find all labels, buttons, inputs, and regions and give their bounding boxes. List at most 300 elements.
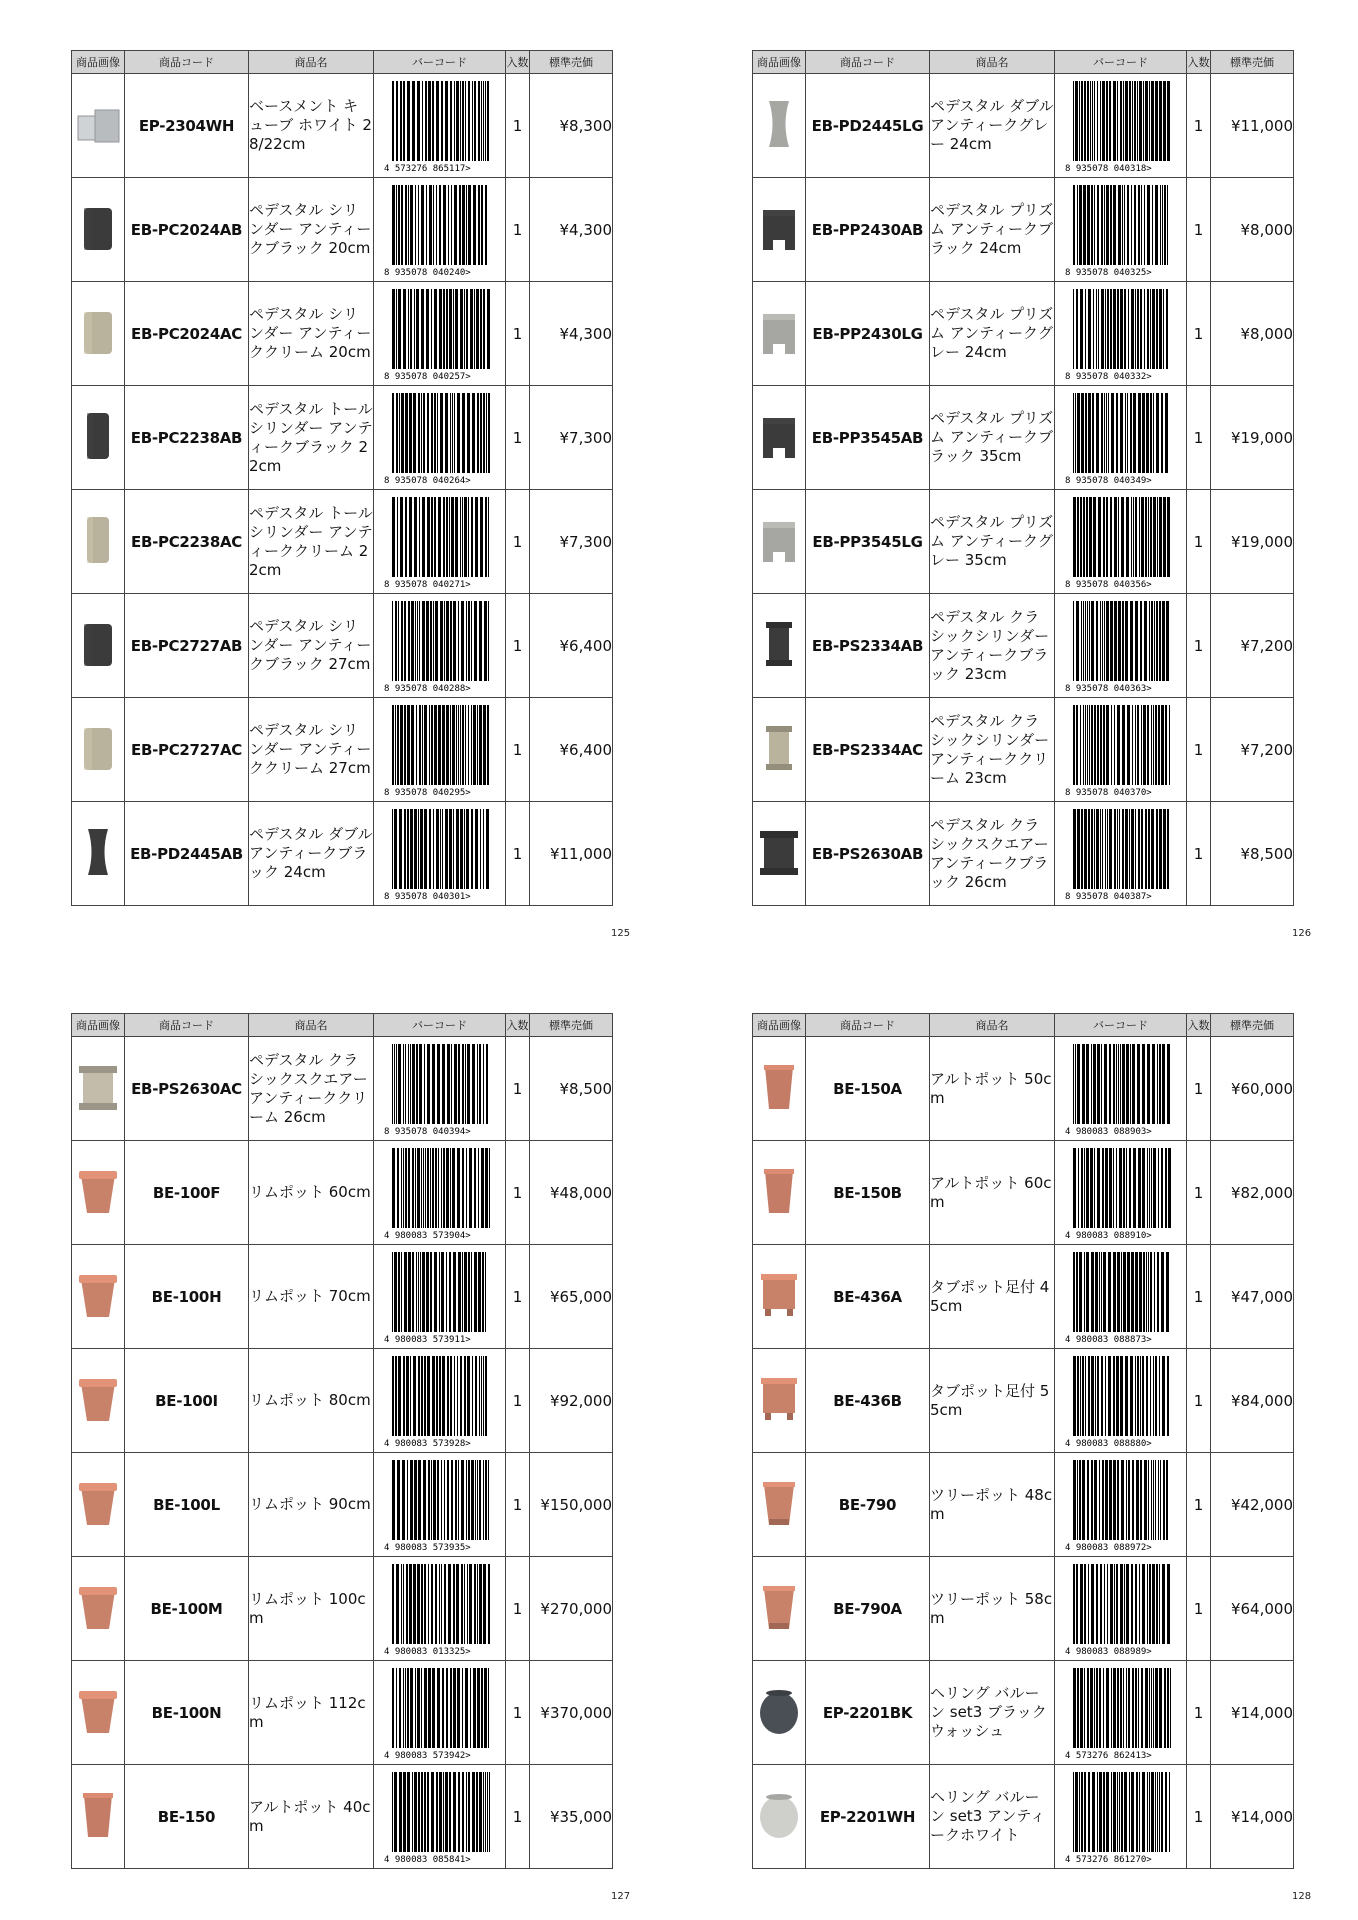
product-image: [753, 74, 806, 178]
price: ¥7,300: [530, 490, 613, 594]
barcode-icon: [374, 1770, 505, 1864]
product-row: [72, 178, 613, 282]
product-image: [753, 802, 806, 906]
page-number: 128: [1292, 1891, 1312, 1902]
product-row: [753, 802, 1294, 906]
barcode: [374, 1557, 506, 1661]
product-code: BE-100F: [125, 1141, 249, 1245]
product-name: ペデスタル トールシリンダー アンティーククリーム 22cm: [249, 490, 374, 594]
product-image: [72, 1661, 125, 1765]
svg-text:8 935078 040332>: 8 935078 040332>: [1064, 371, 1152, 381]
product-row: [753, 178, 1294, 282]
product-name: ヘリング バルーン set3 アンティークホワイト: [930, 1765, 1055, 1869]
price: ¥60,000: [1211, 1037, 1294, 1141]
header-barcode: バーコード: [1055, 1014, 1187, 1037]
svg-text:4 980083 088903>: 4 980083 088903>: [1064, 1126, 1152, 1136]
price: ¥6,400: [530, 698, 613, 802]
cylinder-icon: [75, 722, 121, 778]
product-name: ペデスタル シリンダー アンティークブラック 27cm: [249, 594, 374, 698]
alto-pot-icon: [75, 1789, 121, 1845]
product-name: ツリーポット 48cm: [930, 1453, 1055, 1557]
product-row: [753, 1349, 1294, 1453]
svg-text:8 935078 040356>: 8 935078 040356>: [1064, 579, 1152, 589]
header-price: 標準売価: [530, 1014, 613, 1037]
product-row: [753, 1453, 1294, 1557]
header-code: 商品コード: [125, 51, 249, 74]
svg-text:4 980083 573935>: 4 980083 573935>: [383, 1542, 471, 1552]
header-code: 商品コード: [125, 1014, 249, 1037]
product-name: ペデスタル シリンダー アンティーククリーム 20cm: [249, 282, 374, 386]
barcode: [1055, 1141, 1187, 1245]
barcode-icon: [374, 703, 505, 797]
product-row: [753, 1245, 1294, 1349]
prism-icon: [756, 514, 802, 570]
product-image: [72, 1557, 125, 1661]
product-row: [753, 282, 1294, 386]
tall-cylinder-icon: [75, 410, 121, 466]
product-name: リムポット 80cm: [249, 1349, 374, 1453]
price: ¥370,000: [530, 1661, 613, 1765]
tree-pot-icon: [756, 1581, 802, 1637]
price: ¥42,000: [1211, 1453, 1294, 1557]
product-code: EB-PS2334AB: [806, 594, 930, 698]
product-code: BE-150: [125, 1765, 249, 1869]
product-row: [72, 1557, 613, 1661]
product-row: [72, 1349, 613, 1453]
product-image: [753, 1141, 806, 1245]
barcode-icon: [1055, 1458, 1186, 1552]
product-row: [72, 1661, 613, 1765]
product-image: [72, 178, 125, 282]
barcode-icon: [374, 1354, 505, 1448]
price: ¥64,000: [1211, 1557, 1294, 1661]
header-qty: 入数: [1187, 1014, 1211, 1037]
product-name: タブポット足付 45cm: [930, 1245, 1055, 1349]
price: ¥6,400: [530, 594, 613, 698]
product-row: [753, 698, 1294, 802]
barcode: [1055, 74, 1187, 178]
svg-text:8 935078 040363>: 8 935078 040363>: [1064, 683, 1152, 693]
quantity: 1: [1187, 698, 1211, 802]
barcode-icon: [1055, 287, 1186, 381]
barcode-icon: [374, 1562, 505, 1656]
product-row: [72, 1245, 613, 1349]
product-name: ペデスタル プリズム アンティークブラック 24cm: [930, 178, 1055, 282]
price: ¥92,000: [530, 1349, 613, 1453]
barcode: [374, 1453, 506, 1557]
svg-text:8 935078 040370>: 8 935078 040370>: [1064, 787, 1152, 797]
product-table: [752, 50, 1294, 906]
classic-cylinder-icon: [756, 722, 802, 778]
prism-icon: [756, 306, 802, 362]
barcode: [1055, 1765, 1187, 1869]
quantity: 1: [1187, 802, 1211, 906]
product-code: EP-2201WH: [806, 1765, 930, 1869]
barcode-icon: [1055, 599, 1186, 693]
product-code: EB-PS2334AC: [806, 698, 930, 802]
product-row: [753, 1141, 1294, 1245]
product-name: ベースメント キューブ ホワイト 28/22cm: [249, 74, 374, 178]
product-name: ペデスタル プリズム アンティークグレー 24cm: [930, 282, 1055, 386]
rim-pot-icon: [75, 1373, 121, 1429]
header-name: 商品名: [249, 1014, 374, 1037]
quantity: 1: [506, 282, 530, 386]
barcode-icon: [374, 1666, 505, 1760]
svg-text:4 980083 088873>: 4 980083 088873>: [1064, 1334, 1152, 1344]
product-code: BE-100N: [125, 1661, 249, 1765]
product-code: EB-PS2630AC: [125, 1037, 249, 1141]
price: ¥8,300: [530, 74, 613, 178]
header-qty: 入数: [506, 1014, 530, 1037]
header-name: 商品名: [930, 1014, 1055, 1037]
quantity: 1: [506, 802, 530, 906]
svg-text:4 980083 088972>: 4 980083 088972>: [1064, 1542, 1152, 1552]
svg-text:4 980083 088989>: 4 980083 088989>: [1064, 1646, 1152, 1656]
barcode: [374, 1765, 506, 1869]
product-table: [71, 1013, 613, 1869]
barcode: [374, 282, 506, 386]
product-image: [72, 282, 125, 386]
cylinder-icon: [75, 202, 121, 258]
header-code: 商品コード: [806, 1014, 930, 1037]
svg-text:8 935078 040387>: 8 935078 040387>: [1064, 891, 1152, 901]
barcode: [1055, 178, 1187, 282]
page-number: 127: [611, 1891, 631, 1902]
svg-text:8 935078 040325>: 8 935078 040325>: [1064, 267, 1152, 277]
quantity: 1: [1187, 490, 1211, 594]
price: ¥7,200: [1211, 594, 1294, 698]
product-row: [72, 594, 613, 698]
product-image: [72, 490, 125, 594]
price: ¥35,000: [530, 1765, 613, 1869]
quantity: 1: [1187, 594, 1211, 698]
product-row: [753, 1765, 1294, 1869]
barcode-icon: [1055, 1250, 1186, 1344]
product-row: [753, 1557, 1294, 1661]
product-image: [753, 1453, 806, 1557]
barcode: [1055, 698, 1187, 802]
tall-cylinder-icon: [75, 514, 121, 570]
svg-text:8 935078 040271>: 8 935078 040271>: [383, 579, 471, 589]
product-image: [753, 490, 806, 594]
tree-pot-icon: [756, 1477, 802, 1533]
header-price: 標準売価: [1211, 51, 1294, 74]
svg-text:8 935078 040349>: 8 935078 040349>: [1064, 475, 1152, 485]
svg-text:4 573276 865117>: 4 573276 865117>: [383, 163, 471, 173]
header-barcode: バーコード: [374, 51, 506, 74]
product-image: [72, 698, 125, 802]
price: ¥8,000: [1211, 178, 1294, 282]
product-row: [753, 74, 1294, 178]
product-image: [753, 1557, 806, 1661]
header-price: 標準売価: [1211, 1014, 1294, 1037]
barcode-icon: [1055, 495, 1186, 589]
svg-text:8 935078 040288>: 8 935078 040288>: [383, 683, 471, 693]
barcode: [374, 178, 506, 282]
barcode-icon: [1055, 1354, 1186, 1448]
header-barcode: バーコード: [374, 1014, 506, 1037]
header-qty: 入数: [1187, 51, 1211, 74]
product-name: アルトポット 40cm: [249, 1765, 374, 1869]
quantity: 1: [506, 74, 530, 178]
product-image: [753, 698, 806, 802]
barcode: [374, 386, 506, 490]
table-header-row: [72, 51, 613, 74]
product-image: [72, 1245, 125, 1349]
barcode: [374, 490, 506, 594]
product-image: [72, 74, 125, 178]
product-table: [752, 1013, 1294, 1869]
product-code: BE-150B: [806, 1141, 930, 1245]
barcode: [374, 74, 506, 178]
product-code: EB-PC2727AC: [125, 698, 249, 802]
product-code: BE-790A: [806, 1557, 930, 1661]
product-row: [753, 594, 1294, 698]
quantity: 1: [506, 698, 530, 802]
header-price: 標準売価: [530, 51, 613, 74]
product-name: ペデスタル シリンダー アンティーククリーム 27cm: [249, 698, 374, 802]
product-row: [72, 490, 613, 594]
product-image: [72, 1141, 125, 1245]
product-image: [753, 1037, 806, 1141]
quantity: 1: [506, 594, 530, 698]
barcode-icon: [374, 79, 505, 173]
cylinder-icon: [75, 306, 121, 362]
quantity: 1: [1187, 1661, 1211, 1765]
barcode-icon: [1055, 183, 1186, 277]
header-code: 商品コード: [806, 51, 930, 74]
svg-text:4 980083 088880>: 4 980083 088880>: [1064, 1438, 1152, 1448]
quantity: 1: [1187, 1245, 1211, 1349]
table-header-row: [72, 1014, 613, 1037]
barcode: [374, 594, 506, 698]
svg-text:4 573276 861270>: 4 573276 861270>: [1064, 1854, 1152, 1864]
product-row: [753, 1037, 1294, 1141]
classic-cylinder-icon: [756, 618, 802, 674]
quantity: 1: [506, 1037, 530, 1141]
classic-square-icon: [756, 826, 802, 882]
product-name: ペデスタル トールシリンダー アンティークブラック 22cm: [249, 386, 374, 490]
product-table: [71, 50, 613, 906]
svg-text:8 935078 040240>: 8 935078 040240>: [383, 267, 471, 277]
svg-text:8 935078 040318>: 8 935078 040318>: [1064, 163, 1152, 173]
price: ¥19,000: [1211, 490, 1294, 594]
price: ¥8,000: [1211, 282, 1294, 386]
product-name: リムポット 112cm: [249, 1661, 374, 1765]
price: ¥8,500: [1211, 802, 1294, 906]
product-name: ペデスタル プリズム アンティークブラック 35cm: [930, 386, 1055, 490]
catalog-page-127: [71, 1013, 612, 1869]
product-row: [753, 1661, 1294, 1765]
barcode-icon: [374, 495, 505, 589]
barcode: [1055, 386, 1187, 490]
price: ¥47,000: [1211, 1245, 1294, 1349]
barcode: [1055, 1661, 1187, 1765]
product-name: タブポット足付 55cm: [930, 1349, 1055, 1453]
price: ¥82,000: [1211, 1141, 1294, 1245]
product-image: [72, 802, 125, 906]
product-name: リムポット 70cm: [249, 1245, 374, 1349]
product-row: [72, 1765, 613, 1869]
barcode-icon: [374, 1146, 505, 1240]
header-image: 商品画像: [753, 51, 806, 74]
product-image: [72, 1765, 125, 1869]
quantity: 1: [506, 1349, 530, 1453]
cube-pair-icon: [75, 98, 121, 154]
tub-pot-icon: [756, 1269, 802, 1325]
price: ¥7,300: [530, 386, 613, 490]
product-code: EB-PP3545AB: [806, 386, 930, 490]
quantity: 1: [506, 1141, 530, 1245]
product-code: EP-2304WH: [125, 74, 249, 178]
header-image: 商品画像: [753, 1014, 806, 1037]
barcode-icon: [374, 807, 505, 901]
quantity: 1: [1187, 1141, 1211, 1245]
catalog-page-125: [71, 50, 612, 906]
product-name: リムポット 60cm: [249, 1141, 374, 1245]
product-code: EB-PC2024AB: [125, 178, 249, 282]
barcode: [374, 1141, 506, 1245]
quantity: 1: [506, 178, 530, 282]
product-image: [72, 1453, 125, 1557]
svg-text:4 980083 573911>: 4 980083 573911>: [383, 1334, 471, 1344]
hourglass-icon: [75, 826, 121, 882]
price: ¥270,000: [530, 1557, 613, 1661]
alto-pot-icon: [756, 1165, 802, 1221]
barcode: [1055, 1557, 1187, 1661]
barcode-icon: [374, 1250, 505, 1344]
barcode-icon: [374, 183, 505, 277]
classic-square-icon: [75, 1061, 121, 1117]
balloon-icon: [756, 1789, 802, 1845]
price: ¥11,000: [1211, 74, 1294, 178]
price: ¥14,000: [1211, 1765, 1294, 1869]
price: ¥11,000: [530, 802, 613, 906]
quantity: 1: [1187, 1453, 1211, 1557]
barcode: [1055, 1037, 1187, 1141]
barcode: [374, 1037, 506, 1141]
quantity: 1: [1187, 282, 1211, 386]
barcode: [374, 698, 506, 802]
quantity: 1: [1187, 1037, 1211, 1141]
quantity: 1: [506, 1453, 530, 1557]
product-image: [72, 1349, 125, 1453]
header-barcode: バーコード: [1055, 51, 1187, 74]
cylinder-icon: [75, 618, 121, 674]
product-name: リムポット 90cm: [249, 1453, 374, 1557]
product-code: EB-PC2238AB: [125, 386, 249, 490]
product-name: リムポット 100cm: [249, 1557, 374, 1661]
barcode: [1055, 1453, 1187, 1557]
table-header-row: [753, 51, 1294, 74]
quantity: 1: [506, 1245, 530, 1349]
quantity: 1: [1187, 178, 1211, 282]
barcode: [374, 1661, 506, 1765]
quantity: 1: [1187, 1765, 1211, 1869]
product-row: [72, 74, 613, 178]
product-name: アルトポット 60cm: [930, 1141, 1055, 1245]
barcode-icon: [1055, 1770, 1186, 1864]
product-code: EB-PC2238AC: [125, 490, 249, 594]
product-image: [753, 1245, 806, 1349]
product-name: ツリーポット 58cm: [930, 1557, 1055, 1661]
quantity: 1: [1187, 1557, 1211, 1661]
product-name: ペデスタル クラシックシリンダー アンティークブラック 23cm: [930, 594, 1055, 698]
product-code: EB-PC2727AB: [125, 594, 249, 698]
price: ¥65,000: [530, 1245, 613, 1349]
prism-icon: [756, 410, 802, 466]
product-code: EB-PP2430AB: [806, 178, 930, 282]
product-image: [72, 386, 125, 490]
barcode: [1055, 282, 1187, 386]
product-code: EB-PD2445AB: [125, 802, 249, 906]
price: ¥7,200: [1211, 698, 1294, 802]
table-header-row: [753, 1014, 1294, 1037]
barcode: [1055, 802, 1187, 906]
barcode: [374, 1349, 506, 1453]
svg-text:8 935078 040394>: 8 935078 040394>: [383, 1126, 471, 1136]
hourglass-icon: [756, 98, 802, 154]
quantity: 1: [1187, 1349, 1211, 1453]
header-image: 商品画像: [72, 1014, 125, 1037]
barcode-icon: [1055, 391, 1186, 485]
rim-pot-icon: [75, 1581, 121, 1637]
quantity: 1: [1187, 74, 1211, 178]
product-code: BE-436B: [806, 1349, 930, 1453]
page-number: 126: [1292, 928, 1312, 939]
quantity: 1: [506, 490, 530, 594]
price: ¥150,000: [530, 1453, 613, 1557]
product-code: EB-PP2430LG: [806, 282, 930, 386]
barcode: [374, 802, 506, 906]
product-row: [72, 802, 613, 906]
product-image: [753, 386, 806, 490]
rim-pot-icon: [75, 1685, 121, 1741]
product-row: [753, 386, 1294, 490]
svg-text:8 935078 040295>: 8 935078 040295>: [383, 787, 471, 797]
product-name: ペデスタル シリンダー アンティークブラック 20cm: [249, 178, 374, 282]
barcode-icon: [1055, 79, 1186, 173]
product-name: ペデスタル ダブル アンティークブラック 24cm: [249, 802, 374, 906]
barcode-icon: [1055, 807, 1186, 901]
quantity: 1: [506, 1661, 530, 1765]
barcode-icon: [1055, 1666, 1186, 1760]
product-row: [72, 698, 613, 802]
product-row: [72, 1453, 613, 1557]
product-name: ペデスタル クラシックスクエアー アンティーククリーム 26cm: [249, 1037, 374, 1141]
barcode: [1055, 594, 1187, 698]
product-code: EB-PP3545LG: [806, 490, 930, 594]
balloon-icon: [756, 1685, 802, 1741]
barcode-icon: [1055, 1042, 1186, 1136]
price: ¥19,000: [1211, 386, 1294, 490]
barcode-icon: [374, 287, 505, 381]
svg-text:8 935078 040301>: 8 935078 040301>: [383, 891, 471, 901]
product-image: [72, 594, 125, 698]
svg-text:4 980083 573904>: 4 980083 573904>: [383, 1230, 471, 1240]
price: ¥14,000: [1211, 1661, 1294, 1765]
catalog-page-128: [752, 1013, 1293, 1869]
product-code: EB-PC2024AC: [125, 282, 249, 386]
product-image: [753, 282, 806, 386]
svg-text:4 573276 862413>: 4 573276 862413>: [1064, 1750, 1152, 1760]
product-row: [753, 490, 1294, 594]
header-name: 商品名: [249, 51, 374, 74]
header-image: 商品画像: [72, 51, 125, 74]
product-code: EP-2201BK: [806, 1661, 930, 1765]
svg-text:4 980083 085841>: 4 980083 085841>: [383, 1854, 471, 1864]
quantity: 1: [1187, 386, 1211, 490]
